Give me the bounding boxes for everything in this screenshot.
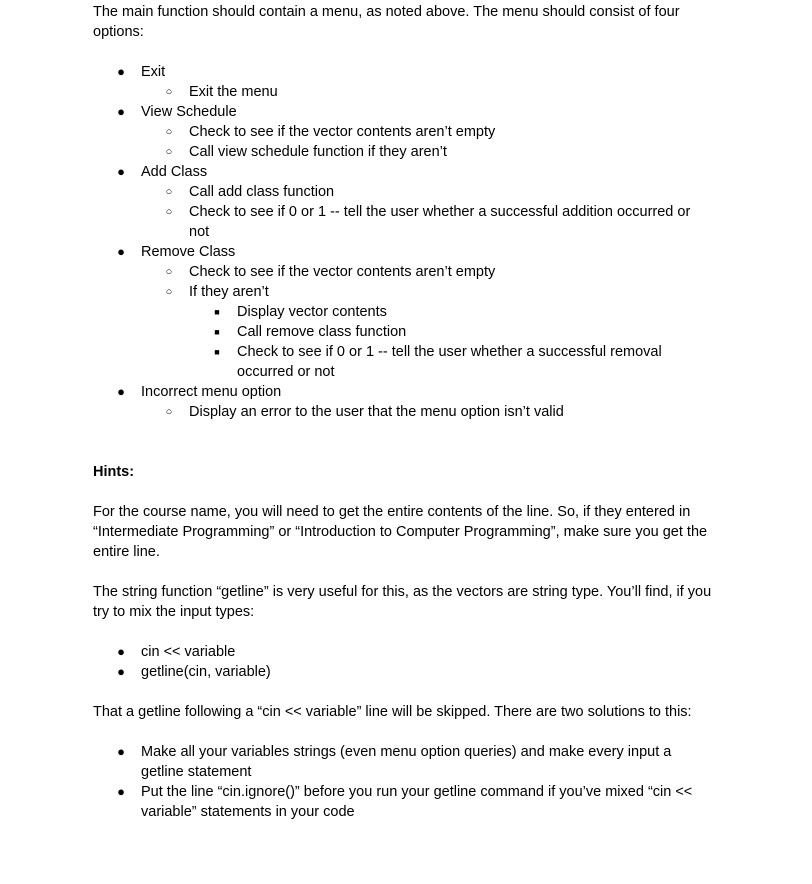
view-detail-1: Check to see if the vector contents aren’t empty: [189, 124, 496, 140]
remove-step-call: Call remove class function: [237, 324, 407, 340]
input-type-cin: cin << variable: [141, 644, 236, 660]
input-type-getline: getline(cin, variable): [141, 664, 271, 680]
remove-detail-2: If they aren’t: [189, 284, 269, 300]
add-detail-1: Call add class function: [189, 184, 335, 200]
add-detail-2-line1: Check to see if 0 or 1 -- tell the user whether a successful addition occurred or: [189, 204, 691, 220]
solution-2-line2: variable” statements in your code: [141, 804, 355, 820]
solution-2-line1: Put the line “cin.ignore()” before you run your getline command if you’ve mixed “cin <<: [141, 784, 693, 800]
bullet-circle-icon: ○: [165, 86, 173, 98]
bullet-square-icon: ■: [214, 327, 220, 337]
hint-course-name: For the course name, you will need to get the entire contents of the line. So, if they entered in “Intermediate Programming” or “Introduction to Computer Programming”, make sure you get the entire line.: [93, 504, 708, 560]
hints-heading: Hints:: [93, 464, 135, 480]
bullet-disc-icon: ●: [117, 664, 125, 679]
intro-paragraph: The main function should contain a menu, as noted above. The menu should consist of four options:: [93, 4, 680, 40]
bullet-circle-icon: ○: [165, 286, 173, 298]
view-detail-2: Call view schedule function if they aren’t: [189, 144, 447, 160]
menu-option-incorrect: Incorrect menu option: [141, 384, 282, 400]
solution-1-line2: getline statement: [141, 764, 252, 780]
remove-detail-1: Check to see if the vector contents aren’t empty: [189, 264, 496, 280]
hint-skipped-line: That a getline following a “cin << variable” line will be skipped. There are two solutions to this:: [93, 704, 692, 720]
bullet-disc-icon: ●: [117, 744, 125, 759]
bullet-disc-icon: ●: [117, 244, 125, 259]
bullet-disc-icon: ●: [117, 164, 125, 179]
bullet-circle-icon: ○: [165, 266, 173, 278]
remove-step-display: Display vector contents: [237, 304, 387, 320]
hint-getline: The string function “getline” is very useful for this, as the vectors are string type. You’ll find, if you try to mix the input types:: [93, 584, 712, 620]
bullet-circle-icon: ○: [165, 206, 173, 218]
add-detail-2-line2: not: [189, 224, 210, 240]
bullet-disc-icon: ●: [117, 104, 125, 119]
bullet-square-icon: ■: [214, 347, 220, 357]
remove-step-check-line1: Check to see if 0 or 1 -- tell the user whether a successful removal: [237, 344, 662, 360]
bullet-disc-icon: ●: [117, 384, 125, 399]
bullet-disc-icon: ●: [117, 644, 125, 659]
menu-option-remove-class: Remove Class: [141, 244, 236, 260]
remove-step-check-line2: occurred or not: [237, 364, 335, 380]
incorrect-detail: Display an error to the user that the menu option isn’t valid: [189, 404, 564, 420]
bullet-disc-icon: ●: [117, 784, 125, 799]
menu-option-view-schedule: View Schedule: [141, 104, 237, 120]
menu-option-exit: Exit: [141, 64, 166, 80]
bullet-square-icon: ■: [214, 307, 220, 317]
exit-detail: Exit the menu: [189, 84, 278, 100]
bullet-disc-icon: ●: [117, 64, 125, 79]
bullet-circle-icon: ○: [165, 406, 173, 418]
bullet-circle-icon: ○: [165, 126, 173, 138]
solution-1-line1: Make all your variables strings (even menu option queries) and make every input a: [141, 744, 672, 760]
bullet-circle-icon: ○: [165, 186, 173, 198]
menu-option-add-class: Add Class: [141, 164, 208, 180]
bullet-circle-icon: ○: [165, 146, 173, 158]
